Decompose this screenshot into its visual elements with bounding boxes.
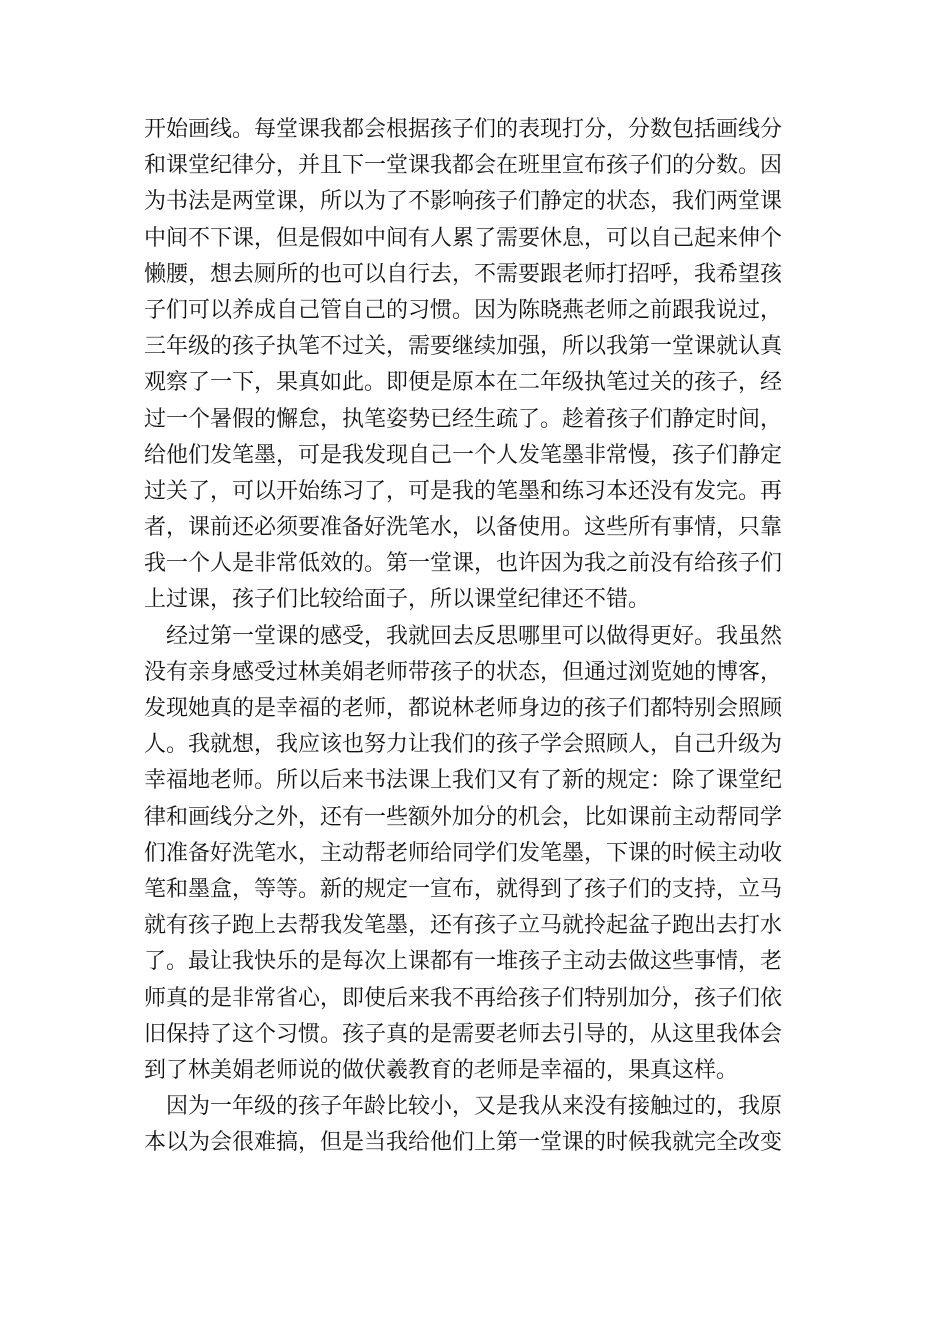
text-line: 们准备好洗笔水，主动帮老师给同学们发笔墨，下课的时候主动收 [144, 840, 783, 866]
text-line: 到了林美娟老师说的做伏羲教育的老师是幸福的，果真这样。 [144, 1057, 739, 1083]
text-line: 和课堂纪律分，并且下一堂课我都会在班里宣布孩子们的分数。因 [144, 153, 783, 179]
text-line: 上过课，孩子们比较给面子，所以课堂纪律还不错。 [144, 587, 651, 613]
text-line: 幸福地老师。所以后来书法课上我们又有了新的规定：除了课堂纪 [144, 768, 783, 794]
text-line: 者，课前还必须要准备好洗笔水，以备使用。这些所有事情，只靠 [144, 515, 783, 541]
text-line: 旧保持了这个习惯。孩子真的是需要老师去引导的，从这里我体会 [144, 1021, 783, 1047]
text-line: 子们可以养成自己管自己的习惯。因为陈晓燕老师之前跟我说过， [144, 297, 783, 323]
text-line: 给他们发笔墨，可是我发现自己一个人发笔墨非常慢，孩子们静定 [144, 442, 783, 468]
text-line: 为书法是两堂课，所以为了不影响孩子们静定的状态，我们两堂课 [144, 189, 783, 215]
text-line: 过一个暑假的懈怠，执笔姿势已经生疏了。趁着孩子们静定时间， [144, 406, 783, 432]
text-line: 发现她真的是幸福的老师，都说林老师身边的孩子们都特别会照顾 [144, 696, 783, 721]
text-line: 我一个人是非常低效的。第一堂课，也许因为我之前没有给孩子们 [144, 551, 783, 577]
text-line: 本以为会很难搞，但是当我给他们上第一堂课的时候我就完全改变 [144, 1130, 783, 1156]
text-line: 就有孩子跑上去帮我发笔墨，还有孩子立马就拎起盆子跑出去打水 [144, 913, 783, 939]
text-line: 中间不下课，但是假如中间有人累了需要休息，可以自己起来伸个 [144, 225, 783, 251]
text-line: 因为一年级的孩子年龄比较小，又是我从来没有接触过的，我原 [144, 1094, 783, 1120]
text-line: 没有亲身感受过林美娟老师带孩子的状态，但通过浏览她的博客， [144, 659, 783, 685]
text-line: 经过第一堂课的感受，我就回去反思哪里可以做得更好。我虽然 [144, 623, 783, 649]
text-line: 过关了，可以开始练习了，可是我的笔墨和练习本还没有发完。再 [144, 478, 783, 504]
text-line: 了。最让我快乐的是每次上课都有一堆孩子主动去做这些事情，老 [144, 949, 783, 975]
text-line: 笔和墨盒，等等。新的规定一宣布，就得到了孩子们的支持，立马 [144, 876, 783, 902]
document-body [144, 112, 808, 1161]
text-line: 人。我就想，我应该也努力让我们的孩子学会照顾人，自己升级为 [144, 732, 783, 758]
text-line: 开始画线。每堂课我都会根据孩子们的表现打分，分数包括画线分 [144, 117, 783, 142]
text-line: 律和画线分之外，还有一些额外加分的机会，比如课前主动帮同学 [144, 804, 783, 830]
text-line: 师真的是非常省心，即使后来我不再给孩子们特别加分，孩子们依 [144, 985, 783, 1011]
text-line: 懒腰，想去厕所的也可以自行去，不需要跟老师打招呼，我希望孩 [144, 261, 783, 287]
text-line: 观察了一下，果真如此。即便是原本在二年级执笔过关的孩子，经 [144, 370, 783, 396]
text-line: 三年级的孩子执笔不过关，需要继续加强，所以我第一堂课就认真 [144, 334, 783, 360]
